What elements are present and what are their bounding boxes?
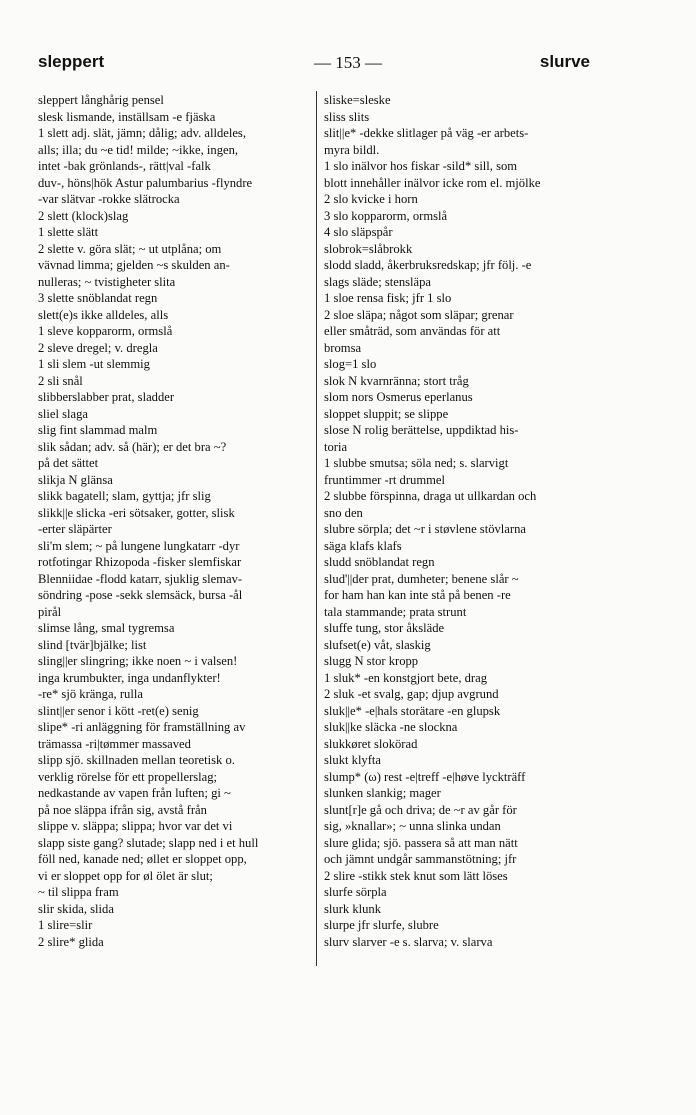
entry-line: -var slätvar -rokke slätrocka [38,192,180,206]
entry-line: slure glida; sjö. passera så att man nätt [324,835,518,850]
entry-line: 4 slo släpspår [324,225,393,239]
entry-line: Blenniidae -flodd katarr, sjuklig slemav- [38,571,243,586]
entry-line: duv-, höns|hök Astur palumbarius -flyndre [38,175,253,190]
entry-line: 1 sli slem -ut slemmig [38,357,150,371]
entry-line: 2 slubbe förspinna, draga ut ullkardan och [324,489,537,503]
entry-line: myra bildl. [324,142,380,157]
entry-line: 2 slire* glida [38,934,104,949]
entry-line: 2 slo kvicke i horn [324,192,418,206]
entry-line: blott innehåller inälvor icke rom el. mjölke [324,175,541,190]
entry-line: 2 sloe släpa; något som släpar; grenar [324,307,514,322]
entry-line: 1 slo inälvor hos fiskar -sild* sill, som [324,159,518,173]
entry-line: for ham han kan inte stå på benen -re [324,588,511,602]
entry-line: 1 sluk* -en konstgjort bete, drag [324,670,487,685]
entry-line: slunt[r]e gå och driva; de ~r av går för [324,802,517,817]
entry-line: slimse lång, smal tygremsa [38,621,175,635]
entry-line: slukkøret slokörad [324,736,418,751]
entry-line: inga krumbukter, inga undanflykter! [38,670,221,685]
entry-line: 1 slette slätt [38,225,99,239]
entry-line: pirål [38,604,62,619]
entry-line: slesk lismande, inställsam -e fjäska [38,109,216,124]
entry-line: slikja N glänsa [38,472,113,487]
entry-line: slint||er senor i kött -ret(e) senig [38,703,199,718]
entry-line: slugg N stor kropp [324,654,419,668]
entry-line: 1 slubbe smutsa; söla ned; s. slarvigt [324,456,509,470]
page-number: — 153 — [314,53,382,72]
entry-line: slump* (ω) rest -e|treff -e|høve lyckträff [324,769,526,784]
entry-line: bromsa [324,340,362,355]
entry-line: slose N rolig berättelse, uppdiktad his- [324,423,519,437]
left-column [38,92,308,950]
entry-line: 1 slett adj. slät, jämn; dålig; adv. alldeles, [38,126,246,140]
entry-line: slit||e* -dekke slitlager på väg -er arbets- [324,126,529,140]
entry-line: säga klafs klafs [324,538,402,553]
entry-line: slud'||der prat, dumheter; benene slår ~ [324,571,519,586]
column-divider [316,91,317,966]
entry-line: slig fint slammad malm [38,423,158,437]
entry-line: verklig rörelse för ett propellerslag; [38,769,218,784]
entry-line: sluffe tung, stor åksläde [324,621,445,635]
entry-line: 3 slette snöblandat regn [38,291,158,305]
entry-line: 1 sloe rensa fisk; jfr 1 slo [324,291,452,305]
entry-line: slipe* -ri anläggning för framställning av [38,720,246,734]
entry-line: sluk||e* -e|hals storätare -en glupsk [324,703,501,718]
entry-line: 2 sleve dregel; v. dregla [38,340,158,355]
header-right-guideword: slurve [539,52,590,71]
entry-line: rotfotingar Rhizopoda -fisker slemfiskar [38,555,242,569]
entry-line: sloppet sluppit; se slippe [324,406,449,421]
entry-line: eller småträd, som användas för att [324,324,501,338]
entry-line: -re* sjö kränga, rulla [38,687,143,701]
entry-line: på noe släppa ifrån sig, avstå från [38,802,207,817]
entry-line: nedkastande av vapen från luften; gi ~ [38,786,231,800]
entry-line: 1 slire=slir [38,918,93,932]
entry-line: slok N kvarnränna; stort tråg [324,373,469,388]
entry-line: slett(e)s ikke alldeles, alls [38,307,169,322]
entry-line: föll ned, kanade ned; øllet er sloppet opp, [38,852,247,866]
entry-line: slapp siste gang? slutade; slapp ned i et hull [38,835,259,850]
entry-line: sliske=sleske [324,93,391,107]
entry-line: 2 sluk -et svalg, gap; djup avgrund [324,687,499,701]
entry-line: 2 slette v. göra slät; ~ ut utplåna; om [38,241,222,256]
entry-line: alls; illa; du ~e tid! milde; ~ikke, ingen, [38,142,239,157]
entry-line: slikk||e slicka -eri sötsaker, gotter, slisk [38,505,235,520]
entry-line: -erter släpärter [38,522,112,536]
entry-line: sleppert långhårig pensel [38,93,164,107]
entry-line: slibberslabber prat, sladder [38,390,175,404]
entry-line: sig, »knallar»; ~ unna slinka undan [324,819,501,833]
entry-line: slurpe jfr slurfe, slubre [324,918,439,932]
entry-line: slobrok=slåbrokk [324,241,413,256]
entry-line: slubre sörpla; det ~r i støvlene stövlarna [324,522,526,536]
entry-line: slind [tvär]bjälke; list [38,637,147,652]
entry-line: 2 slire -stikk stek knut som lätt löses [324,868,508,883]
entry-line: intet -bak grönlands-, rätt|val -falk [38,159,211,173]
entry-line: på det sättet [38,456,99,470]
entry-line: sludd snöblandat regn [324,555,435,569]
entry-line: trämassa -ri|tømmer massaved [38,736,191,751]
entry-line: sluk||ke släcka -ne slockna [324,720,458,734]
entry-line: fruntimmer -rt drummel [324,472,446,487]
entry-line: nulleras; ~ tvistigheter slita [38,274,176,289]
entry-line: slikk bagatell; slam, gyttja; jfr slig [38,489,211,503]
entry-line: och jämnt undgår sammanstötning; jfr [324,852,517,866]
entry-line: slir skida, slida [38,901,114,916]
entry-line: slunken slankig; mager [324,786,441,800]
entry-line: tala stammande; prata strunt [324,604,467,619]
entry-line: 3 slo kopparorm, ormslå [324,208,448,223]
entry-line: slags släde; stensläpa [324,274,432,289]
entry-line: söndring -pose -sekk slemsäck, bursa -ål [38,588,243,602]
entry-line: slippe v. släppa; slippa; hvor var det vi [38,819,233,833]
entry-line: sli'm slem; ~ på lungene lungkatarr -dyr [38,538,240,553]
entry-line: 1 sleve kopparorm, ormslå [38,324,173,338]
entry-line: slurk klunk [324,901,382,916]
header-left-guideword: sleppert [38,52,105,71]
entry-line: sling||er slingring; ikke noen ~ i valsen! [38,654,238,668]
entry-line: sliel slaga [38,406,89,421]
entry-line: vävnad limma; gjelden ~s skulden an- [38,258,230,272]
entry-line: vi er sloppet opp for øl ölet är slut; [38,868,213,883]
entry-line: slodd sladd, åkerbruksredskap; jfr följ. -e [324,258,532,272]
entry-line: slik sådan; adv. så (här); er det bra ~? [38,439,227,454]
entry-line: slurv slarver -e s. slarva; v. slarva [324,934,493,949]
entry-line: slurfe sörpla [324,885,387,899]
entry-line: sliss slits [324,109,370,124]
entry-line: slipp sjö. skillnaden mellan teoretisk o. [38,753,235,767]
right-column [324,92,594,950]
entry-line: toria [324,439,348,454]
entry-line: slufset(e) våt, slaskig [324,637,431,652]
entry-line: 2 slett (klock)slag [38,208,129,223]
entry-line: 2 sli snål [38,373,83,388]
entry-line: slog=1 slo [324,357,377,371]
entry-line: ~ til slippa fram [38,885,119,899]
entry-line: slom nors Osmerus eperlanus [324,390,473,404]
entry-line: slukt klyfta [324,753,382,767]
entry-line: sno den [324,505,363,520]
